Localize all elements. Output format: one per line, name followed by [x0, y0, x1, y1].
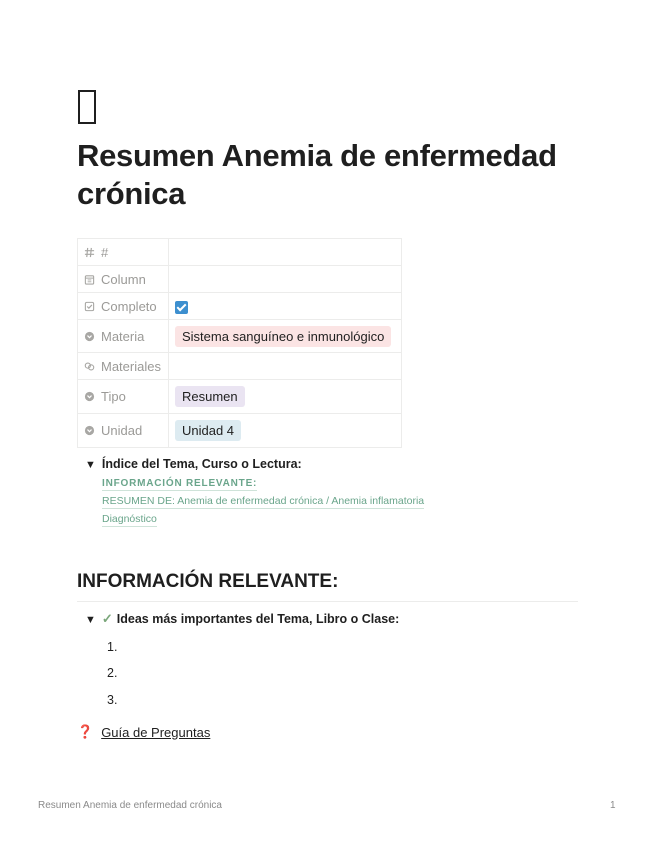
checkbox-icon — [84, 301, 95, 312]
property-row-number — [78, 239, 402, 266]
question-guide-row — [77, 724, 210, 740]
select-icon — [84, 425, 95, 436]
section-heading: INFORMACIÓN RELEVANTE: — [77, 571, 339, 592]
completo-checkbox[interactable] — [175, 301, 188, 314]
toc-heading: Índice del Tema, Curso o Lectura: — [101, 457, 302, 471]
toc-link-resumen[interactable]: RESUMEN DE: Anemia de enfermedad crónica / Anemia inflamatoria — [102, 495, 425, 507]
divider — [77, 601, 578, 602]
hash-icon — [84, 247, 95, 258]
question-guide-link[interactable]: Guía de Preguntas — [101, 724, 211, 740]
property-row-materia — [78, 320, 402, 353]
list-item[interactable]: 1. — [107, 640, 118, 654]
page-title: Resumen Anemia de enfermedad crónica — [77, 138, 557, 211]
list-item[interactable]: 2. — [107, 666, 118, 680]
property-value[interactable] — [169, 266, 402, 293]
property-row-unidad — [78, 414, 402, 448]
property-value[interactable] — [169, 353, 402, 380]
question-mark-icon: ❓ — [77, 724, 94, 739]
unidad-tag[interactable]: Unidad 4 — [175, 420, 241, 441]
property-key: Column — [101, 271, 146, 287]
property-row-materiales — [78, 353, 402, 380]
property-row-column — [78, 266, 402, 293]
select-icon — [84, 331, 95, 342]
select-icon — [84, 391, 95, 402]
ideas-heading: Ideas más importantes del Tema, Libro o Clase: — [116, 612, 400, 626]
list-item[interactable]: 3. — [107, 693, 118, 707]
toc-link-informacion[interactable]: INFORMACIÓN RELEVANTE: — [102, 478, 258, 489]
property-row-completo — [78, 293, 402, 320]
property-key: Materiales — [101, 358, 161, 374]
properties-table — [77, 238, 402, 448]
toc-link-diagnostico[interactable]: Diagnóstico — [102, 513, 157, 525]
footer-page-number: 1 — [610, 800, 616, 811]
property-key: Unidad — [101, 423, 143, 438]
tipo-tag[interactable]: Resumen — [175, 386, 245, 407]
property-value[interactable] — [169, 239, 402, 266]
footer-title: Resumen Anemia de enfermedad crónica — [38, 800, 222, 811]
property-key: Materia — [101, 328, 145, 344]
link-icon — [84, 361, 95, 372]
toggle-triangle-icon[interactable]: ▼ — [85, 459, 96, 471]
property-row-tipo — [78, 380, 402, 414]
toggle-triangle-icon[interactable]: ▼ — [85, 614, 96, 626]
property-key: Completo — [101, 298, 157, 314]
missing-glyph-icon — [78, 90, 96, 124]
property-key: # — [101, 244, 109, 260]
materia-tag[interactable]: Sistema sanguíneo e inmunológico — [175, 326, 391, 347]
toc-toggle[interactable] — [85, 457, 302, 471]
property-key: Tipo — [101, 389, 126, 404]
check-mark-icon: ✓ — [101, 611, 113, 626]
ideas-toggle[interactable] — [85, 611, 399, 627]
calendar-icon — [84, 274, 95, 285]
